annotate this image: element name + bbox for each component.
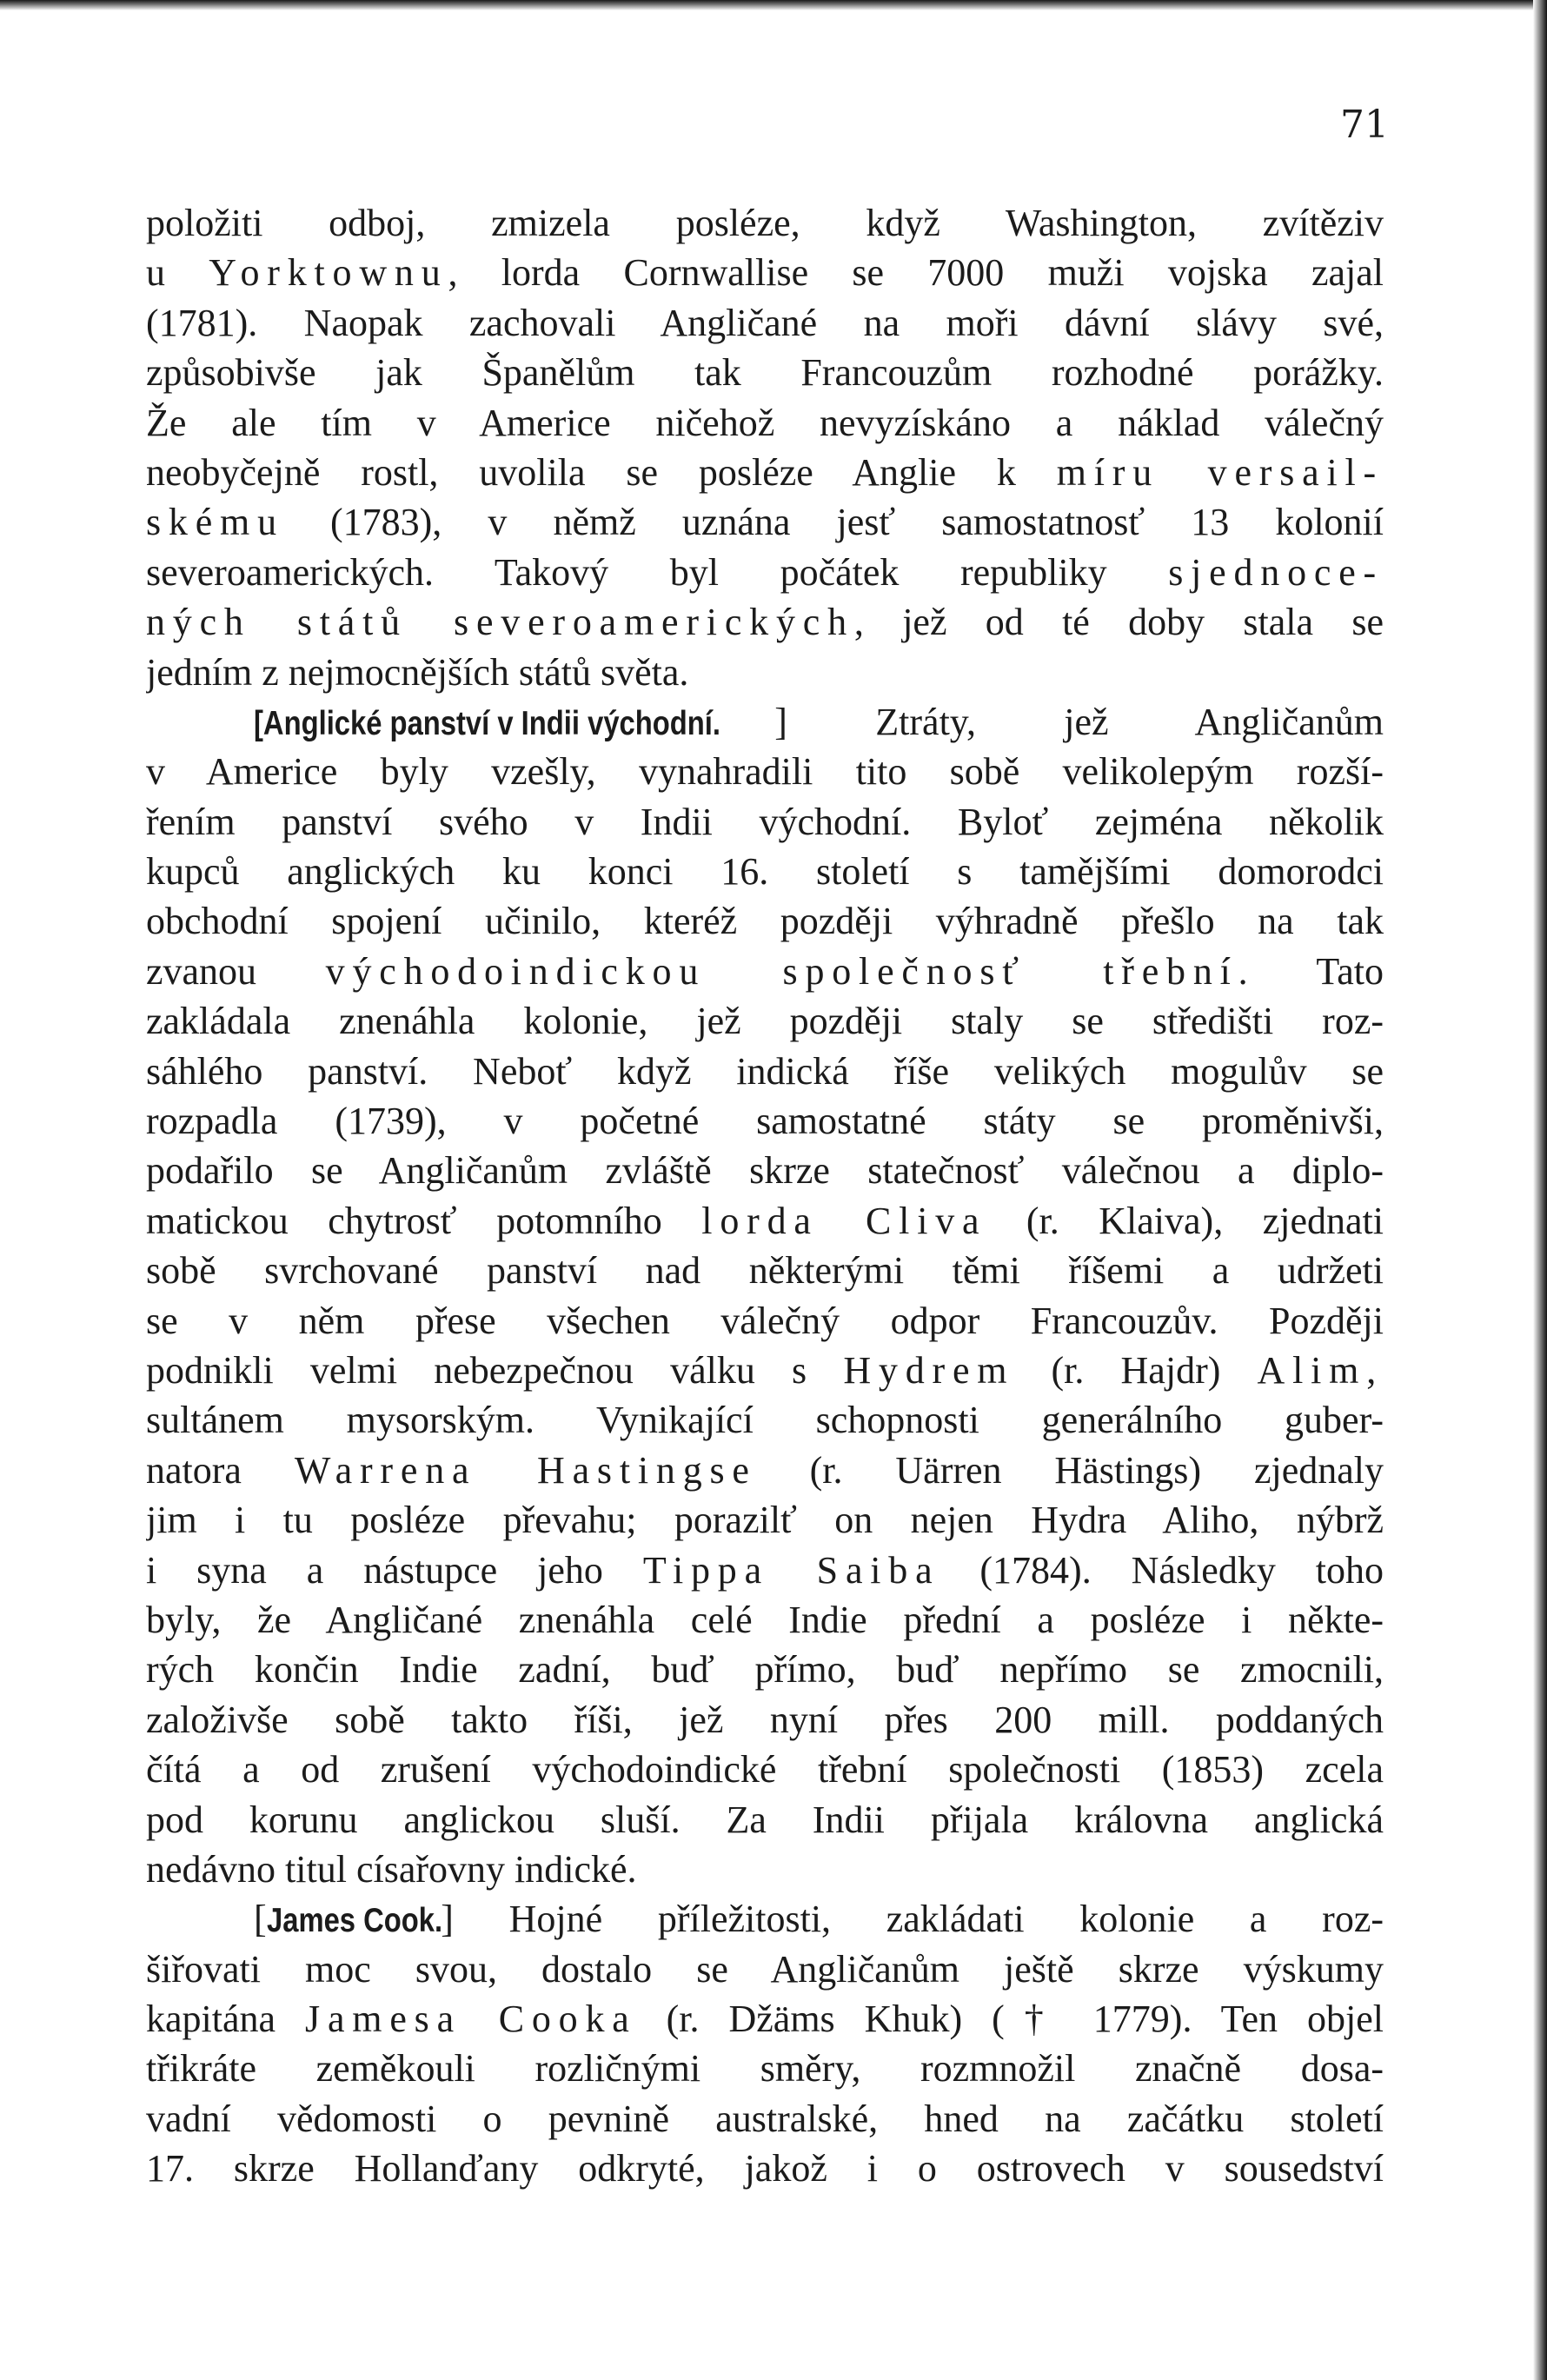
text-line: skému (1783), v němž uznána jesť samostatnosť 13 kolonií [146,501,1384,544]
spaced-term: Warrena Hastingse [294,1448,757,1492]
spaced-term: Alim, [1257,1348,1384,1392]
text-line: sultánem mysorským. Vynikající schopnosti generálního guber- [146,1399,1384,1442]
spaced-term: sjednoce- [1168,550,1384,594]
text-line: 17. skrze Hollanďany odkryté, jakož i o ostrovech v sousedství [146,2147,1384,2191]
text-line: (1781). Naopak zachovali Angličané na moři dávní slávy své, [146,301,1384,344]
text-line: položiti odboj, zmizela posléze, když Washington, zvítěziv [146,202,1384,244]
text-line: způsobivše jak Španělům tak Francouzům rozhodné porážky. [146,351,1384,395]
scan-right-edge [1533,0,1547,2380]
page-body [146,198,1384,2194]
text-line: sobě svrchované panství nad některými těmi říšemi a udržeti [146,1249,1384,1293]
spaced-term: skému [146,501,284,544]
spaced-term: Jamesa Cooka [305,1998,637,2041]
spaced-term: východoindickou společnosť třební [325,949,1238,993]
text-line: řením panství svého v Indii východní. Byloť zejména několik [146,800,1384,843]
spaced-term: míru versail- [1056,450,1384,494]
scan-top-edge [0,0,1547,10]
page-number: 71 [1340,103,1389,147]
spaced-term: lorda Cliva [701,1199,987,1242]
text-line: i syna a nástupce jeho Tippa Saiba (1784). Následky toho [146,1548,1384,1592]
text-line: vadní vědomosti o pevnině australské, hned na začátku století [146,2097,1384,2140]
spaced-term: Yorktownu [209,251,448,295]
section-heading-line: [James Cook.] Hojné příležitosti, zakládati kolonie a roz- [146,1894,1384,1944]
spaced-term: Tippa Saiba [642,1548,940,1592]
text-line: rých končin Indie zadní, buď přímo, buď nepřímo se zmocnili, [146,1648,1384,1692]
text-line: Že ale tím v Americe ničehož nevyzískáno a náklad válečný [146,401,1384,444]
text-line: rozpadla (1739), v početné samostatné státy se proměnivši, [146,1100,1384,1143]
text-line: třikráte zeměkouli rozličnými směry, rozmnožil značně dosa- [146,2047,1384,2091]
text-line: severoamerických. Takový byl počátek republiky sjednoce- [146,550,1384,594]
section-heading: [Anglické panství v Indii východní. [254,704,721,742]
text-line: zvanou východoindickou společnosť třební. Tato [146,949,1384,993]
text-line: se v něm přese všechen válečný odpor Francouzův. Později [146,1299,1384,1342]
section-heading-line: [Anglické panství v Indii východní. ] Ztráty, jež Angličanům [146,697,1384,747]
text-line: jim i tu posléze převahu; porazilť on nejen Hydra Aliho, nýbrž [146,1499,1384,1542]
text-line: ných států severoamerických, jež od té doby stala se [146,601,1384,644]
text-line: obchodní spojení učinilo, kteréž později výhradně přešlo na tak [146,900,1384,943]
text-line: kapitána Jamesa Cooka (r. Džäms Khuk) († 1779). Ten objel [146,1998,1384,2041]
text-line: čítá a od zrušení východoindické třební společnosti (1853) zcela [146,1748,1384,1792]
text-line: podařilo se Angličanům zvláště skrze statečnosť válečnou a diplo- [146,1149,1384,1193]
text-line: natora Warrena Hastingse (r. Uärren Hästings) zjednaly [146,1448,1384,1492]
text-line: založivše sobě takto říši, jež nyní přes 200 mill. poddaných [146,1698,1384,1741]
paragraph-last-line: jedním z nejmocnějších států světa. [146,650,689,694]
text-line: kupců anglických ku konci 16. století s tamějšími domorodci [146,850,1384,894]
text-line: neobyčejně rostl, uvolila se posléze Anglie k míru versail- [146,450,1384,494]
text-line: podnikli velmi nebezpečnou válku s Hydrem (r. Hajdr) Alim, [146,1348,1384,1392]
text-line: u Yorktownu, lorda Cornwallise se 7000 muži vojska zajal [146,251,1384,295]
text-line: zakládala znenáhla kolonie, jež později staly se středišti roz- [146,1000,1384,1043]
spaced-term: Hydrem [843,1348,1015,1392]
text-line: matickou chytrosť potomního lorda Cliva (r. Klaiva), zjednati [146,1199,1384,1242]
text-line: v Americe byly vzešly, vynahradili tito sobě velikolepým rozší- [146,750,1384,794]
text-line: sáhlého panství. Neboť když indická říše velikých mogulův se [146,1049,1384,1093]
text-line: šiřovati moc svou, dostalo se Angličanům ještě skrze výskumy [146,1947,1384,1991]
paragraph-last-line: nedávno titul císařovny indické. [146,1847,637,1891]
spaced-term: ných států severoamerických [146,601,854,644]
text-line: pod korunu anglickou sluší. Za Indii přijala královna anglická [146,1798,1384,1841]
section-heading: James Cook. [266,1902,442,1940]
text-line: byly, že Angličané znenáhla celé Indie přední a posléze i někte- [146,1598,1384,1641]
